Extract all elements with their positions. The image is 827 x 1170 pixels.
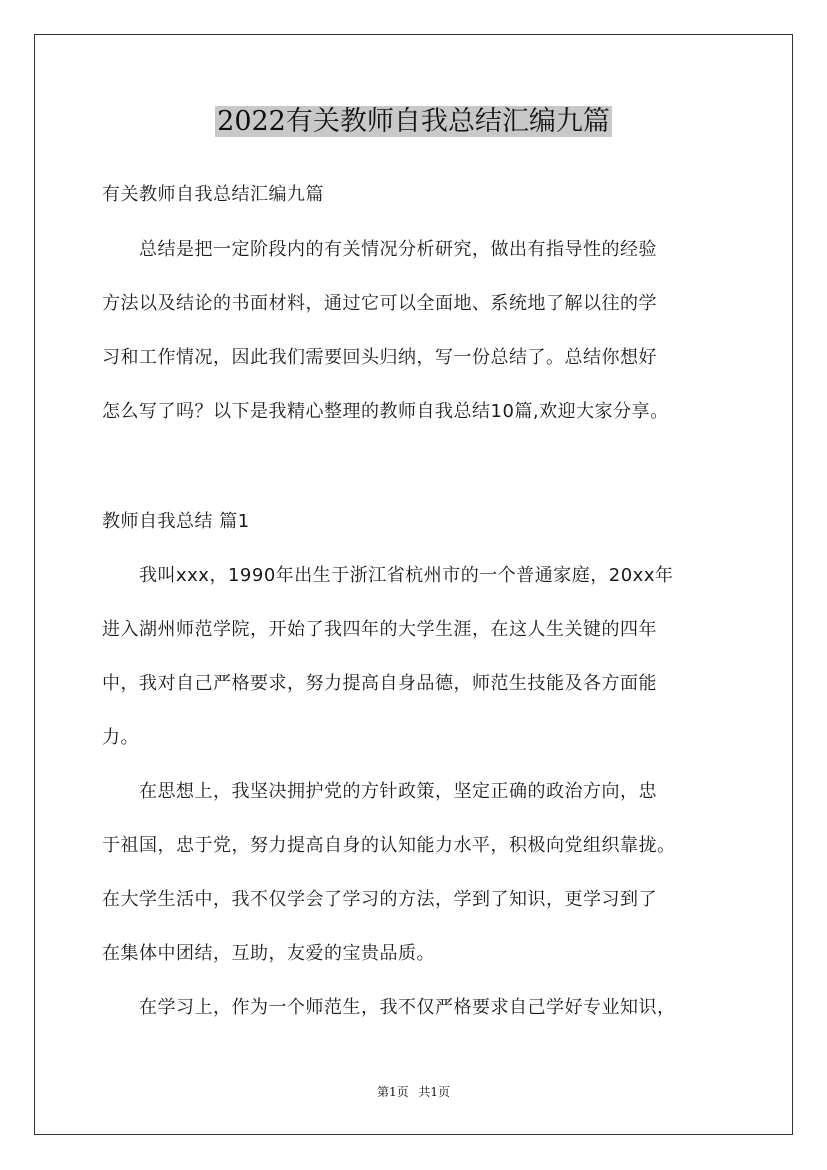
paragraph-line: 于祖国，忠于党，努力提高自身的认知能力水平，积极向党组织靠拢。 bbox=[102, 835, 676, 856]
paragraph-line: 在思想上，我坚决拥护党的方针政策，坚定正确的政治方向，忠 bbox=[102, 781, 657, 802]
subtitle: 有关教师自我总结汇编九篇 bbox=[102, 184, 324, 205]
paragraph-line: 力。 bbox=[102, 727, 139, 748]
page-total: 共1页 bbox=[418, 1085, 451, 1099]
paragraph-line: 我叫xxx，1990年出生于浙江省杭州市的一个普通家庭，20xx年 bbox=[102, 565, 674, 586]
intro-line: 怎么写了吗？以下是我精心整理的教师自我总结10篇,欢迎大家分享。 bbox=[102, 401, 669, 422]
paragraph-line: 进入湖州师范学院，开始了我四年的大学生涯，在这人生关键的四年 bbox=[102, 619, 657, 640]
paragraph-line: 在学习上，作为一个师范生，我不仅严格要求自己学好专业知识， bbox=[102, 997, 676, 1018]
document-title bbox=[0, 100, 827, 144]
intro-line: 习和工作情况，因此我们需要回头归纳，写一份总结了。总结你想好 bbox=[102, 347, 657, 368]
section-heading: 教师自我总结 篇1 bbox=[102, 511, 250, 532]
intro-line: 总结是把一定阶段内的有关情况分析研究，做出有指导性的经验 bbox=[102, 239, 657, 260]
page-footer bbox=[0, 1083, 827, 1100]
paragraph-line: 中，我对自己严格要求，努力提高自身品德，师范生技能及各方面能 bbox=[102, 673, 657, 694]
paragraph-line: 在集体中团结，互助，友爱的宝贵品质。 bbox=[102, 943, 435, 964]
intro-line: 方法以及结论的书面材料，通过它可以全面地、系统地了解以往的学 bbox=[102, 293, 657, 314]
page-number: 第1页 bbox=[376, 1085, 409, 1099]
title-text: 2022有关教师自我总结汇编九篇 bbox=[217, 106, 610, 137]
paragraph-line: 在大学生活中，我不仅学会了学习的方法，学到了知识，更学习到了 bbox=[102, 889, 657, 910]
